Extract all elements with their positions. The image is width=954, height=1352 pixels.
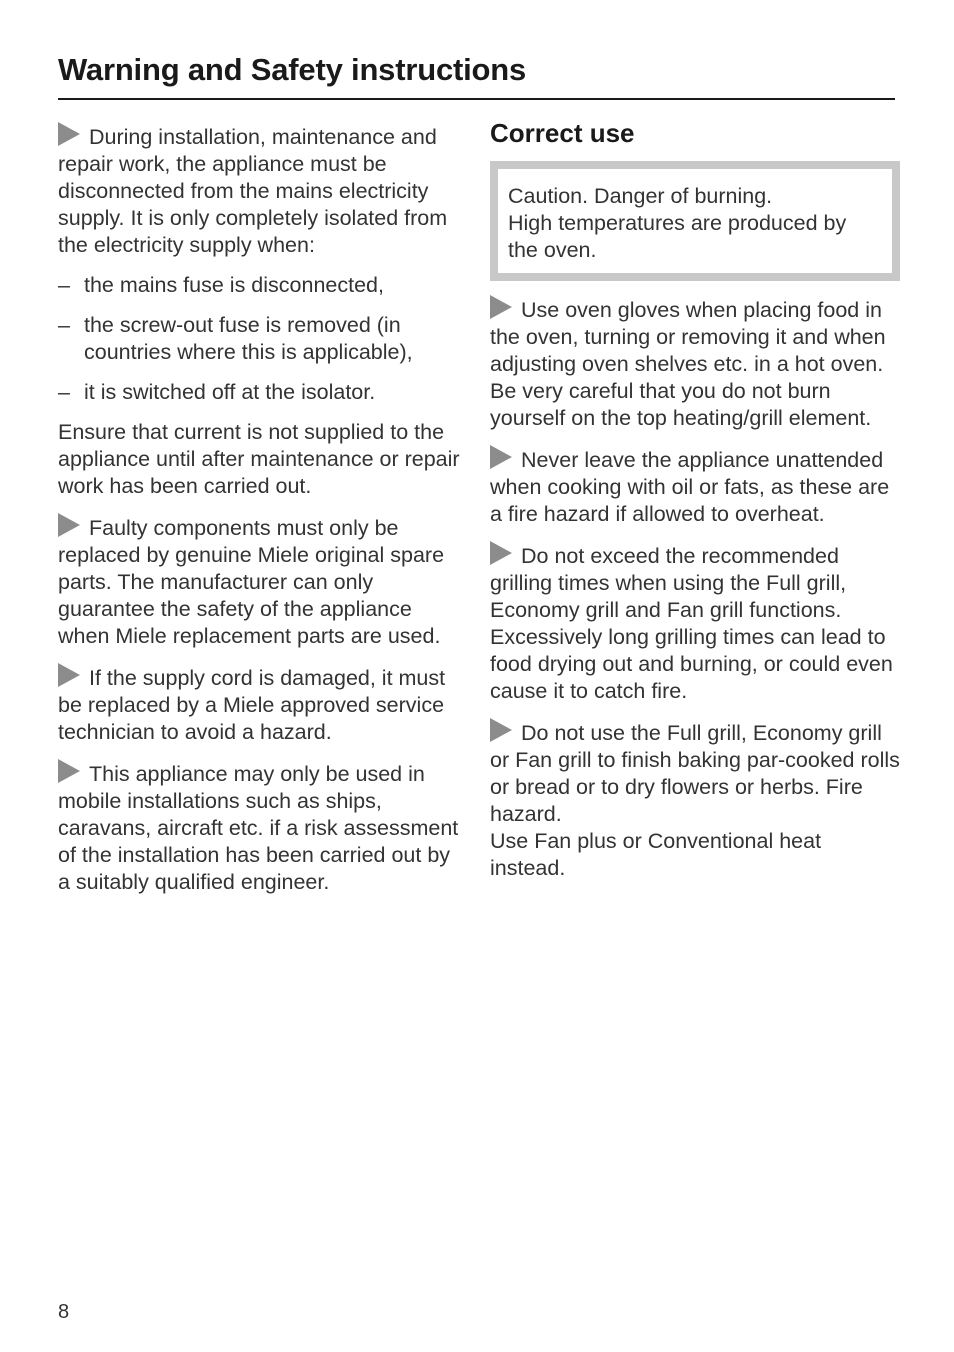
list-item-text: it is switched off at the isolator. [84,380,376,404]
instruction-text: Never leave the appliance unattended when cooking with oil or fats, as these are a fire hazard if allowed to overheat. [490,448,890,526]
instruction-grill-usage [490,718,900,882]
triangle-arrow-icon [58,663,80,687]
page-title: Warning and Safety instructions [58,52,527,87]
instruction-text: Use oven gloves when placing food in the oven, turning or removing it and when adjusting oven shelves etc. in a hot oven. Be very careful that you do not burn yourself on the top heating/grill element. [490,298,886,430]
instruction-text: Faulty components must only be replaced by genuine Miele original spare parts. The manufacturer can only guarantee the safety of the appliance when Miele replacement parts are used. [58,516,445,648]
instruction-grilling-times [490,541,900,705]
page-number: 8 [58,1301,70,1323]
instruction-text: Do not exceed the recommended grilling times when using the Full grill, Economy grill and Fan grill functions. Excessively long grilling times can lead to food drying out and burning, or could even cause it to catch fire. [490,544,893,703]
left-column [58,122,466,909]
dash-icon: – [58,380,70,404]
list-item [58,272,466,299]
triangle-arrow-icon [58,759,80,783]
list-item [58,312,466,366]
triangle-arrow-icon [58,122,80,146]
title-divider [58,98,895,100]
section-heading-correct-use: Correct use [490,118,635,148]
triangle-arrow-icon [490,541,512,565]
caution-line: High temperatures are produced by the oven. [508,211,847,262]
triangle-arrow-icon [490,295,512,319]
caution-box [490,161,900,281]
instruction-text: Do not use the Full grill, Economy grill or Fan grill to finish baking par-cooked rolls or bread or to dry flowers or herbs. Fire hazard. [490,721,900,826]
instruction-supply-cord [58,663,466,746]
instruction-text: Use Fan plus or Conventional heat instead. [490,829,822,880]
right-column [490,118,900,895]
instruction-text: This appliance may only be used in mobile installations such as ships, caravans, aircraft etc. if a risk assessment of the installation has been carried out by a suitably qualified engineer. [58,762,459,894]
instruction-oil-fats [490,445,900,528]
triangle-arrow-icon [490,445,512,469]
instruction-oven-gloves [490,295,900,432]
instruction-text: During installation, maintenance and repair work, the appliance must be disconnected from the mains electricity supply. It is only completely isolated from the electricity supply when: [58,125,448,257]
list-item-text: the screw-out fuse is removed (in countries where this is applicable), [84,313,413,364]
triangle-arrow-icon [490,718,512,742]
instruction-mobile-installations [58,759,466,896]
instruction-installation [58,122,466,259]
isolation-conditions-list [58,272,466,406]
dash-icon: – [58,273,70,297]
list-item [58,379,466,406]
instruction-text: If the supply cord is damaged, it must be replaced by a Miele approved service technician to avoid a hazard. [58,666,446,744]
paragraph-current-supply: Ensure that current is not supplied to the appliance until after maintenance or repair work has been carried out. [58,420,460,498]
dash-icon: – [58,313,70,337]
caution-line: Caution. Danger of burning. [508,184,773,208]
instruction-faulty-components [58,513,466,650]
triangle-arrow-icon [58,513,80,537]
list-item-text: the mains fuse is disconnected, [84,273,384,297]
